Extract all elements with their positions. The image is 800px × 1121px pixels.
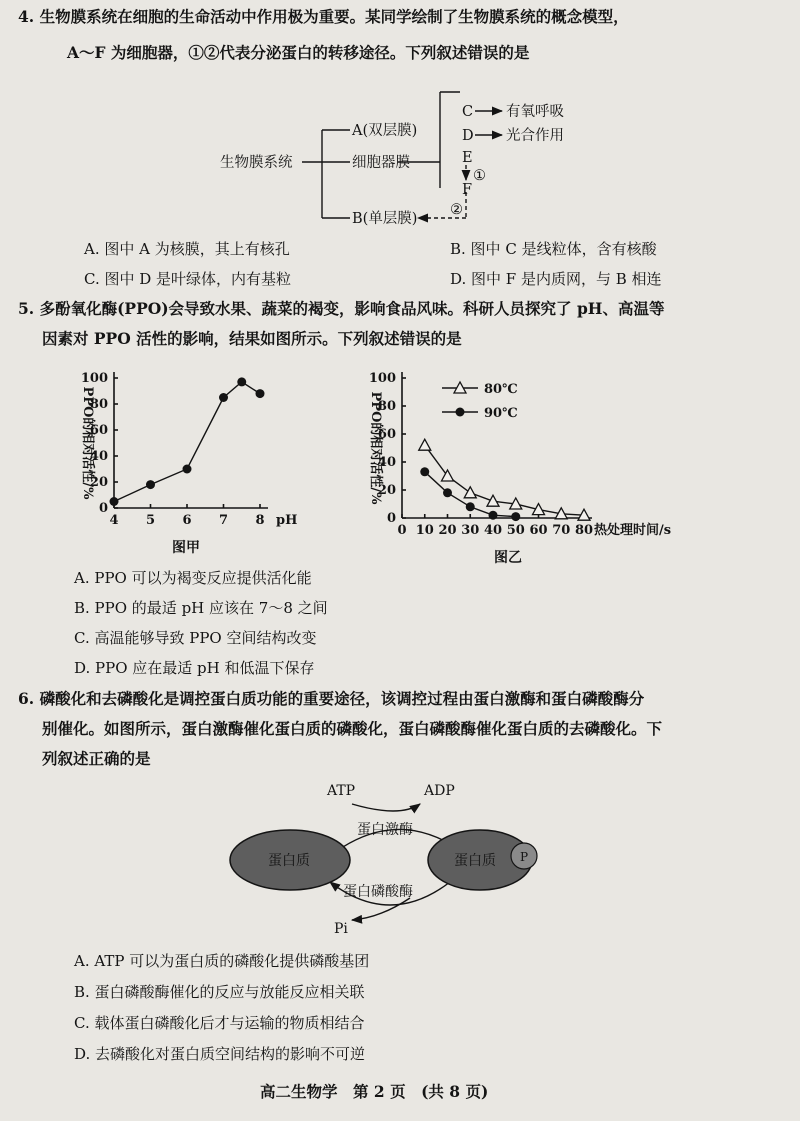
y-tick-label: 60 [377,427,396,442]
data-point-triangle [464,487,476,498]
q6-adp: ADP [424,783,455,799]
y-axis-label: PPO的相对活性/% [368,391,383,505]
q4-stem-line2: A～F 为细胞器，①②代表分泌蛋白的转移途径。下列叙述错误的是 [67,43,530,62]
data-point-circle [256,389,265,398]
q6-protein-left: 蛋白质 [268,853,310,869]
data-point-triangle [442,470,454,481]
q4-branch-a: A(双层膜) [352,123,418,139]
y-tick-label: 20 [89,475,108,490]
y-tick-label: 60 [89,423,108,438]
x-tick-label: 30 [461,523,480,538]
data-point-circle [183,465,192,474]
q4-root-label: 生物膜系统 [220,155,293,171]
q4-option-c[interactable]: C. 图中 D 是叶绿体，内有基粒 [84,270,292,288]
y-tick-label: 100 [368,371,396,386]
y-tick-label: 80 [89,397,108,412]
y-tick-label: 20 [377,483,396,498]
x-tick-label: 0 [397,523,407,538]
q6-option-d[interactable]: D. 去磷酸化对蛋白质空间结构的影响不可逆 [74,1045,366,1063]
q4-node-e: E [462,150,473,166]
x-tick-label: 60 [529,523,548,538]
y-tick-label: 40 [377,455,396,470]
q6-option-b[interactable]: B. 蛋白磷酸酶催化的反应与放能反应相关联 [74,983,365,1001]
q5-option-d[interactable]: D. PPO 应在最适 pH 和低温下保存 [74,659,315,677]
data-point-circle [110,497,119,506]
x-axis-label: pH [276,513,298,528]
q5-option-c[interactable]: C. 高温能够导致 PPO 空间结构改变 [74,629,317,647]
x-tick-label: 4 [109,513,119,528]
q5-stem-line2: 因素对 PPO 活性的影响，结果如图所示。下列叙述错误的是 [42,329,462,348]
x-tick-label: 70 [552,523,571,538]
x-tick-label: 7 [218,513,229,528]
data-point-triangle [419,439,431,450]
data-point-circle [219,393,228,402]
y-tick-label: 0 [386,511,396,526]
q6-stem-line2: 别催化。如图所示，蛋白激酶催化蛋白质的磷酸化，蛋白磷酸酶催化蛋白质的去磷酸化。下 [42,719,663,738]
x-tick-label: 40 [483,523,503,538]
x-tick-label: 8 [255,513,265,528]
x-tick-label: 5 [145,513,156,528]
q6-option-a[interactable]: A. ATP 可以为蛋白质的磷酸化提供磷酸基团 [74,952,370,970]
chart-title: 图甲 [172,540,200,556]
data-point-triangle [487,495,499,506]
q6-protein-right: 蛋白质 [454,853,496,869]
y-tick-label: 40 [89,449,108,464]
x-tick-label: 10 [415,523,434,538]
q4-node-c: C [462,104,474,120]
data-point-circle [466,502,475,511]
legend-label: 90℃ [484,406,518,421]
q4-stem-line1: 4. 生物膜系统在细胞的生命活动中作用极为重要。某同学绘制了生物膜系统的概念模型， [18,7,629,26]
q6-pi: Pi [334,921,348,937]
y-tick-label: 100 [80,371,108,386]
q6-option-c[interactable]: C. 载体蛋白磷酸化后才与运输的物质相结合 [74,1014,365,1032]
y-tick-label: 80 [377,399,396,414]
q4-branch-b: B(单层膜) [352,211,418,227]
q6-atp: ATP [327,783,356,799]
legend-marker-circle [456,408,465,417]
x-tick-label: 80 [574,523,594,538]
legend-label: 80℃ [484,382,518,397]
x-tick-label: 6 [182,513,192,528]
q6-phosphatase: 蛋白磷酸酶 [343,884,413,900]
q6-phosphorylation-diagram [0,770,800,940]
q5-option-b[interactable]: B. PPO 的最适 pH 应该在 7～8 之间 [74,599,328,617]
chart-ph-activity [0,350,380,560]
q4-node-f: F [462,182,473,198]
q4-branch-mid: 细胞器膜 [352,155,410,171]
q4-path2: ② [450,202,463,218]
chart-title: 图乙 [494,550,522,566]
q4-path1: ① [473,168,486,184]
chart-heat-activity [350,350,800,566]
q4-node-d: D [462,128,474,144]
q6-p-label: P [520,850,529,864]
y-axis-label: PPO的相对活性/% [80,386,95,500]
page-footer: 高二生物学 第 2 页 (共 8 页) [260,1082,489,1101]
data-point-circle [443,488,452,497]
q6-stem-line3: 列叙述正确的是 [42,749,151,768]
x-tick-label: 20 [438,523,457,538]
q5-stem-line1: 5. 多酚氧化酶(PPO)会导致水果、蔬菜的褐变，影响食品风味。科研人员探究了 pH、高温等 [18,299,665,318]
q6-stem-line1: 6. 磷酸化和去磷酸化是调控蛋白质功能的重要途径，该调控过程由蛋白激酶和蛋白磷酸酶分 [18,689,645,708]
data-point-circle [511,512,520,521]
data-point-circle [146,480,155,489]
data-point-circle [489,511,498,520]
x-axis-label: 热处理时间/s [594,523,672,538]
q4-c-label: 有氧呼吸 [506,104,564,120]
y-tick-label: 0 [98,501,108,516]
q4-option-b[interactable]: B. 图中 C 是线粒体，含有核酸 [450,240,657,258]
q5-option-a[interactable]: A. PPO 可以为褐变反应提供活化能 [74,569,312,587]
q4-membrane-diagram [0,0,800,240]
q4-option-a[interactable]: A. 图中 A 为核膜，其上有核孔 [84,240,290,258]
data-point-circle [420,467,429,476]
q4-option-d[interactable]: D. 图中 F 是内质网，与 B 相连 [450,270,662,288]
series-line [114,382,260,502]
data-point-circle [237,377,246,386]
q4-d-label: 光合作用 [506,128,564,144]
q6-kinase: 蛋白激酶 [357,822,413,838]
x-tick-label: 50 [506,523,525,538]
